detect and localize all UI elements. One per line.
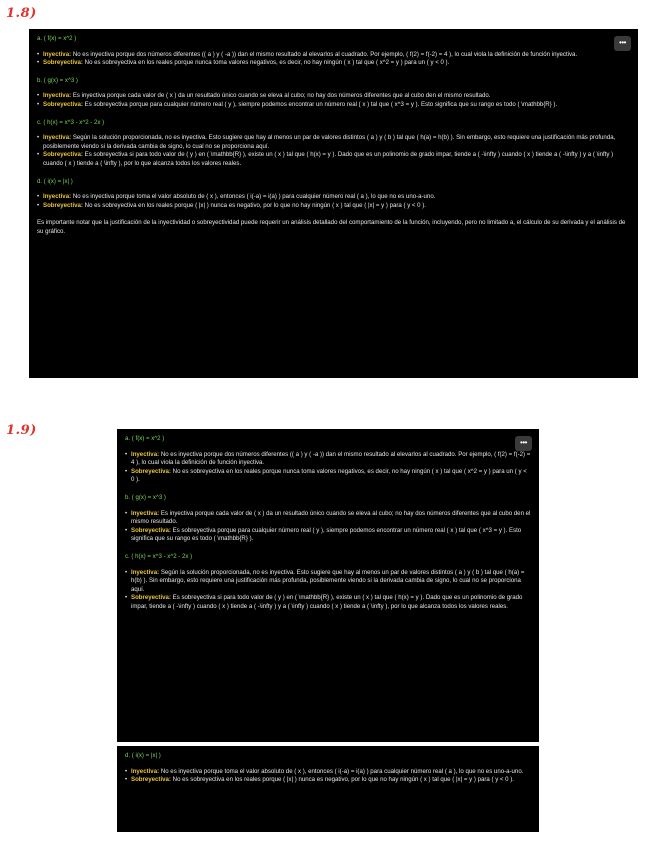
list-item (125, 768, 531, 777)
list-item (37, 101, 630, 110)
list-item (37, 51, 630, 60)
item-text: Según la solución proporcionada, no es inyectiva. Esto sugiere que hay al menos un par de valores distintos ( a ) y ( b ) tal que ( h(a) = h(b) ). Sin embargo, esto requiere una justificación más profunda, posiblemente viendo si la derivada cambia de signo, lo cual no se proporciona aquí. (131, 568, 525, 593)
list-item (37, 59, 630, 68)
section-a (37, 35, 630, 68)
list-item (37, 134, 630, 151)
response-panel-3 (117, 746, 539, 832)
item-text: Es sobreyectiva porque para cualquier número real ( y ), siempre podemos encontrar un número real ( x ) tal que ( x^3 = y ). Esto significa que su rango es todo ( \mathbb{R} ). (131, 526, 522, 543)
item-text: No es inyectiva porque dos números diferentes (( a ) y ( -a )) dan el mismo resultado al elevarlos al cuadrado. Por ejemplo, ( f(2) = f(-2) = 4 ), lo cual viola la definición de función inyectiva. (131, 450, 531, 467)
list-item (125, 569, 531, 595)
response-panel-1 (29, 29, 638, 378)
item-text: No es inyectiva porque toma el valor absoluto de ( x ), entonces ( i(-a) = i(a) ) para cualquier número real ( a ), lo que no es uno-a-uno. (71, 193, 436, 201)
term-inyectiva: Inyectiva: (43, 193, 72, 201)
section-title: c. ( h(x) = x^3 - x^2 - 2x ) (125, 552, 193, 560)
term-sobreyectiva: Sobreyectiva: (131, 467, 171, 475)
list-item (125, 527, 531, 544)
section-title: b. ( g(x) = x^3 ) (37, 76, 78, 84)
item-text: Según la solución proporcionada, no es inyectiva. Esto sugiere que hay al menos un par de valores distintos ( a ) y ( b ) tal que ( h(a) = h(b) ). Sin embargo, esto requiere una justificación más profunda, posiblemente viendo si la derivada cambia de signo, lo cual no se proporciona aquí. (43, 134, 616, 150)
term-sobreyectiva: Sobreyectiva: (43, 201, 83, 209)
item-text: Es sobreyectiva si para todo valor de ( y ) en ( \mathbb{R} ), existe un ( x ) tal que ( h(x) = y ). Dado que es un polinomio de grado impar, tiende a ( -\infty ) cuando ( x ) tiende a ( -\infty ) y a ( \infty ) cuando ( x ) tiende a ( \infty ), por lo que alcanza todos los valores reales. (43, 151, 614, 167)
closing-note: Es importante notar que la justificación de la inyectividad o sobreyectividad puede requerir un análisis detallado del comportamiento de la función, incluyendo, pero no limitado a, el cálculo de su derivada y el análisis de su gráfico. (37, 219, 626, 235)
term-sobreyectiva: Sobreyectiva: (43, 151, 83, 159)
response-panel-2 (117, 429, 539, 742)
term-inyectiva: Inyectiva: (131, 509, 160, 517)
more-options-button[interactable]: ••• (614, 36, 631, 51)
term-inyectiva: Inyectiva: (131, 568, 160, 576)
item-text: No es sobreyectiva en los reales porque ( |x| ) nunca es negativo, por lo que no hay ningún ( x ) tal que ( |x| = y ) para ( y < 0 ). (170, 776, 514, 784)
list-item (125, 776, 531, 785)
list-item (37, 202, 630, 211)
list-item (125, 510, 531, 527)
handwritten-label-1-8: 1.8) (6, 6, 37, 21)
item-text: No es sobreyectiva en los reales porque nunca toma valores negativos, es decir, no hay ningún ( x ) tal que ( x^2 = y ) para un ( y < 0 ). (131, 467, 527, 484)
term-sobreyectiva: Sobreyectiva: (131, 526, 171, 534)
list-item (37, 151, 630, 168)
handwritten-label-1-9: 1.9) (6, 423, 37, 438)
section-title: b. ( g(x) = x^3 ) (125, 493, 166, 501)
item-text: Es sobreyectiva si para todo valor de ( y ) en ( \mathbb{R} ), existe un ( x ) tal que ( h(x) = y ). Dado que es un polinomio de grado impar, tiende a ( -\infty ) cuando ( x ) tiende a ( -\infty ) y a ( \infty ) cuando ( x ) tiende a ( \infty ), por lo que alcanza todos los valores reales. (131, 594, 523, 610)
item-text: No es inyectiva porque toma el valor absoluto de ( x ), entonces ( i(-a) = i(a) ) para cualquier número real ( a ), lo que no es uno-a-uno. (159, 767, 524, 775)
list-item (37, 193, 630, 202)
more-options-button[interactable]: ••• (515, 436, 532, 451)
term-sobreyectiva: Sobreyectiva: (43, 100, 83, 108)
section-b (125, 494, 531, 544)
list-item (37, 92, 630, 101)
item-text: Es sobreyectiva porque para cualquier número real ( y ), siempre podemos encontrar un número real ( x ) tal que ( x^3 = y ). Esto significa que su rango es todo ( \mathbb{R} ). (82, 100, 558, 108)
list-item (125, 468, 531, 485)
term-sobreyectiva: Sobreyectiva: (43, 59, 83, 67)
term-inyectiva: Inyectiva: (131, 767, 160, 775)
section-title: c. ( h(x) = x^3 - x^2 - 2x ) (37, 118, 105, 126)
term-inyectiva: Inyectiva: (43, 50, 72, 58)
term-sobreyectiva: Sobreyectiva: (131, 594, 171, 602)
term-inyectiva: Inyectiva: (43, 134, 72, 142)
section-title: d. ( i(x) = |x| ) (125, 752, 161, 759)
item-text: No es inyectiva porque dos números diferentes (( a ) y ( -a )) dan el mismo resultado al elevarlos al cuadrado. Por ejemplo, ( f(2) = f(-2) = 4 ), lo cual viola la definición de función inyectiva. (71, 50, 578, 58)
section-title: a. ( f(x) = x^2 ) (37, 35, 77, 42)
term-sobreyectiva: Sobreyectiva: (131, 776, 171, 784)
section-d (125, 752, 531, 785)
item-text: No es sobreyectiva en los reales porque ( |x| ) nunca es negativo, por lo que no hay ningún ( x ) tal que ( |x| = y ) para ( y < 0 ). (82, 201, 426, 209)
item-text: Es inyectiva porque cada valor de ( x ) da un resultado único cuando se eleva al cubo; no hay dos números diferentes que al cubo den el mismo resultado. (131, 509, 531, 526)
item-text: No es sobreyectiva en los reales porque nunca toma valores negativos, es decir, no hay ningún ( x ) tal que ( x^2 = y ) para un ( y < 0 ). (82, 59, 450, 67)
term-inyectiva: Inyectiva: (131, 450, 160, 458)
section-title: a. ( f(x) = x^2 ) (125, 435, 165, 442)
section-b (37, 77, 630, 110)
term-inyectiva: Inyectiva: (43, 92, 72, 100)
list-item (125, 451, 531, 468)
list-item (125, 594, 531, 611)
section-c (37, 119, 630, 169)
section-c (125, 553, 531, 612)
section-a (125, 435, 531, 485)
item-text: Es inyectiva porque cada valor de ( x ) da un resultado único cuando se eleva al cubo; no hay dos números diferentes que al cubo den el mismo resultado. (71, 92, 491, 100)
section-title: d. ( i(x) = |x| ) (37, 177, 73, 185)
section-d (37, 178, 630, 211)
